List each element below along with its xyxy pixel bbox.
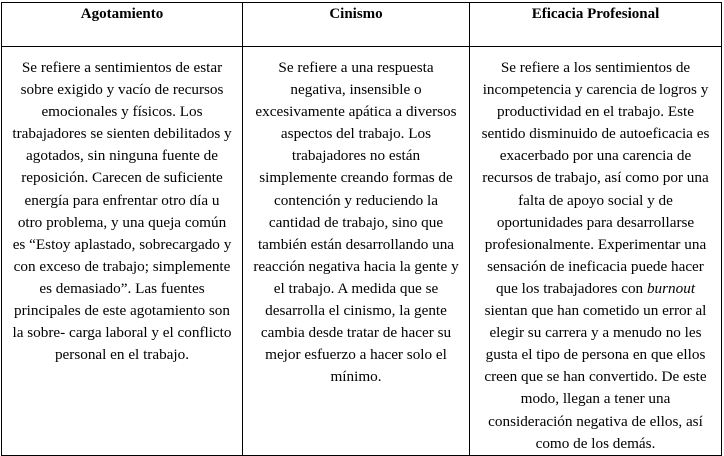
text-line: trabajadores se sienten debilitados y [12,125,232,143]
text-line: modo, llegan a tener una [520,390,671,408]
text-line: sensación de ineficacia puede hacer [487,257,704,275]
text-line: gusta el tipo de persona en que ellos [485,346,706,364]
text-line: es demasiado”. Las fuentes [39,279,205,297]
text-line: oportunidades para desarrollarse [496,213,695,231]
text-line: desarrolla el cinismo, la gente [265,302,447,320]
text-line: es “Estoy aplastado, sobrecargado y [12,235,232,253]
text-line: falta de apoyo social y de [518,191,673,209]
text-line: trabajadores no están [291,147,421,165]
text-line: excesivamente apática a diversos [255,103,457,121]
text-line: otro problema, y una queja común [17,213,227,231]
text-line: productividad en el trabajo. Este [497,103,694,121]
text-line: exacerbado por una carencia de [499,147,692,165]
text-line: mejor esfuerzo a hacer solo el [265,346,447,364]
text-line: el trabajo. A medida que se [273,279,439,297]
text-line: energía para enfrentar otro día u [24,191,220,209]
text-line: profesionalmente. Experimentar una [484,235,707,253]
text-line: reacción negativa hacia la gente y [253,257,459,275]
text-line: personal en el trabajo. [54,346,190,364]
text-line: emocionales y físicos. Los [41,103,203,121]
text-line: creen que se han convertido. De este [484,368,707,386]
cell-eficacia-profesional [470,47,722,456]
text-line: Se refiere a una respuesta [278,59,434,76]
text-line: contención y reduciendo la [273,191,439,209]
text-line: reposición. Carecen de suficiente [21,169,223,187]
text-line: cambia desde tratar de hacer su [260,324,452,342]
text-line: consideración negativa de ellos, así [488,412,703,430]
text-line: sientan que han cometido un error al [484,302,707,320]
header-row [2,3,722,47]
header-agotamiento: Agotamiento [2,3,243,47]
text-line: la sobre- carga laboral y el conflicto [12,324,232,342]
text-line: también están desarrollando una [257,235,455,253]
text-line: agotados, sin ninguna fuente de [26,147,218,165]
text-line: elegir su carrera y a menudo no les [489,324,702,342]
text-line: cantidad de trabajo, sino que [268,213,444,231]
text-line: Se refiere a sentimientos de estar [21,59,223,76]
text-line: incompetencia y carencia de logros y [482,81,709,99]
text-line: con exceso de trabajo; simplemente [13,257,231,275]
cell-agotamiento [2,47,243,456]
header-eficacia-profesional: Eficacia Profesional [470,3,722,47]
text-segment: que los trabajadores con [495,279,647,297]
text-line: como de los demás. [535,434,656,452]
text-line: negativa, insensible o [290,81,422,99]
content-row [2,47,722,456]
text-line: aspectos del trabajo. Los [280,125,432,143]
burnout-dimensions-table [1,2,722,456]
header-cinismo: Cinismo [243,3,470,47]
text-line: simplemente creando formas de [259,169,453,187]
text-line: Se refiere a los sentimientos de [500,59,691,76]
text-line: sentido disminuido de autoeficacia es [481,125,710,143]
text-line: sobre exigido y vacío de recursos [20,81,224,99]
text-line [474,278,717,300]
text-line: recursos de trabajo, así como por una [482,169,709,187]
text-line: mínimo. [330,368,382,386]
text-line: principales de este agotamiento son [14,302,230,320]
burnout-term: burnout [646,279,696,297]
cell-cinismo [243,47,470,456]
